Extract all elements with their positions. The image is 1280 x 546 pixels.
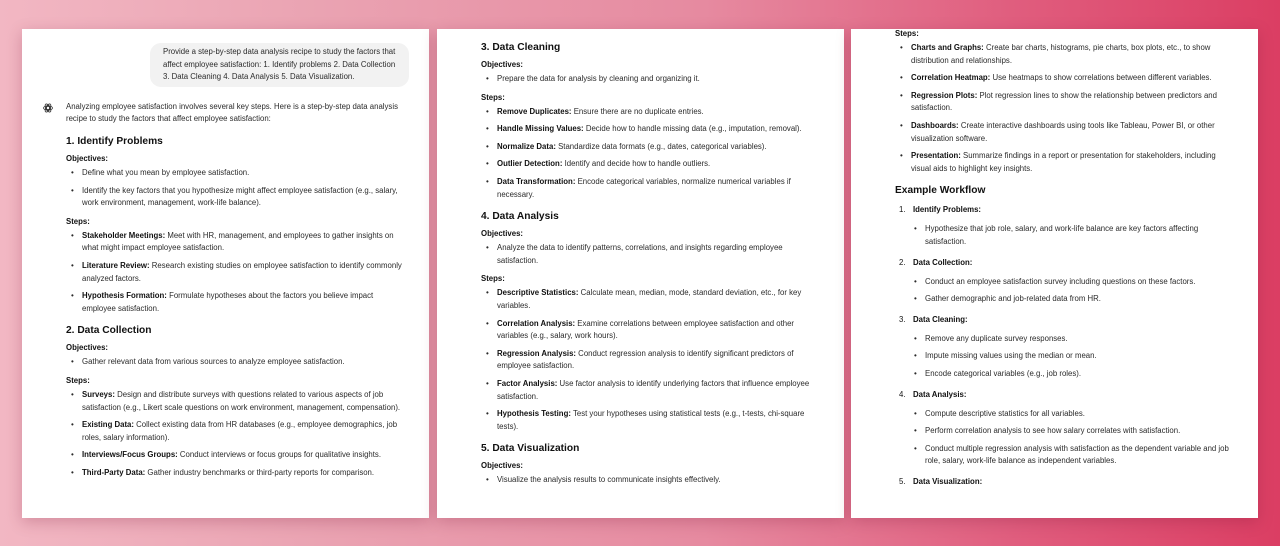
user-message-bubble <box>150 43 409 87</box>
assistant-response <box>66 101 407 480</box>
objectives-list <box>481 73 822 86</box>
list-item: • Regression Plots: Plot regression lines to show the relationship between predictors and satisfaction. <box>895 90 1236 115</box>
list-item: • Third-Party Data: Gather industry benchmarks or third-party reports for comparison. <box>66 467 407 480</box>
section-heading: 5. Data Visualization <box>481 443 580 455</box>
user-message-text: Provide a step-by-step data analysis recipe to study the factors that affect employee satisfaction: 1. Identify problems 2. Data Collection 3. Data Cleaning 4. Data Analysis 5. Data Visualization. <box>163 47 396 82</box>
list-item: • Encode categorical variables (e.g., job roles). <box>909 368 1236 381</box>
list-item: • Analyze the data to identify patterns, correlations, and insights regarding employee satisfaction. <box>481 242 822 267</box>
openai-logo-icon <box>42 102 54 114</box>
section-heading: Example Workflow <box>895 185 986 197</box>
objectives-label: Objectives: <box>481 229 524 239</box>
list-item: • Conduct an employee satisfaction survey including questions on these factors. <box>909 276 1236 289</box>
response-intro: Analyzing employee satisfaction involves several key steps. Here is a step-by-step data analysis recipe to study the factors that affect employee satisfaction: <box>66 101 398 124</box>
list-item: • Conduct multiple regression analysis with satisfaction as the dependent variable and job role, salary, work-life balance as independent variables. <box>909 443 1236 468</box>
workflow-step: 4. Data Analysis: • Compute descriptive statistics for all variables. • Perform correlation analysis to see how salary correlates with satisfaction. • Conduct multiple regression analysis with satisfaction as the dependent variable and job role, salary, work-life balance as independent variables. <box>895 390 1236 468</box>
steps-label: Steps: <box>66 216 90 226</box>
list-item: • Existing Data: Collect existing data from HR databases (e.g., employee demographics, job roles, salary information). <box>66 419 407 444</box>
list-item: • Handle Missing Values: Decide how to handle missing data (e.g., imputation, removal). <box>481 123 822 136</box>
list-item: • Charts and Graphs: Create bar charts, histograms, pie charts, box plots, etc., to show distribution and relationships. <box>895 42 1236 67</box>
objectives-list <box>66 167 407 210</box>
list-item: • Dashboards: Create interactive dashboards using tools like Tableau, Power BI, or other visualization software. <box>895 120 1236 145</box>
workflow-list <box>895 205 1236 486</box>
list-item: • Hypothesis Formation: Formulate hypotheses about the factors you believe impact employee satisfaction. <box>66 290 407 315</box>
steps-label: Steps: <box>895 29 919 38</box>
list-item: • Remove Duplicates: Ensure there are no duplicate entries. <box>481 106 822 119</box>
steps-label: Steps: <box>481 274 505 284</box>
chat-panel-2 <box>437 29 844 518</box>
objectives-label: Objectives: <box>481 60 524 69</box>
list-item: • Normalize Data: Standardize data formats (e.g., dates, categorical variables). <box>481 141 822 154</box>
section-heading: 4. Data Analysis <box>481 211 559 223</box>
steps-list <box>481 106 822 202</box>
objectives-list <box>481 474 822 487</box>
list-item: • Visualize the analysis results to communicate insights effectively. <box>481 474 822 487</box>
workflow-step: 2. Data Collection: • Conduct an employee satisfaction survey including questions on these factors. • Gather demographic and job-related data from HR. <box>895 258 1236 306</box>
steps-list <box>895 42 1236 175</box>
workflow-step: 5. Data Visualization: <box>899 476 983 486</box>
list-item: • Hypothesis Testing: Test your hypotheses using statistical tests (e.g., t-tests, chi-square tests). <box>481 408 822 433</box>
list-item: • Hypothesize that job role, salary, and work-life balance are key factors affecting satisfaction. <box>909 223 1236 248</box>
list-item: • Stakeholder Meetings: Meet with HR, management, and employees to gather insights on what might impact employee satisfaction. <box>66 230 407 255</box>
list-item: • Perform correlation analysis to see how salary correlates with satisfaction. <box>909 425 1236 438</box>
steps-label: Steps: <box>481 92 505 102</box>
list-item: • Correlation Analysis: Examine correlations between employee satisfaction and other variables (e.g., salary, work hours). <box>481 318 822 343</box>
section-heading: 3. Data Cleaning <box>481 42 561 53</box>
steps-list <box>66 230 407 316</box>
list-item: • Remove any duplicate survey responses. <box>909 333 1236 346</box>
list-item: • Define what you mean by employee satisfaction. <box>66 167 407 180</box>
list-item: • Identify the key factors that you hypothesize might affect employee satisfaction (e.g., salary, work environment, management, work-life balance). <box>66 185 407 210</box>
list-item: • Gather demographic and job-related data from HR. <box>909 293 1236 306</box>
list-item: • Literature Review: Research existing studies on employee satisfaction to identify commonly analyzed factors. <box>66 260 407 285</box>
list-item: • Data Transformation: Encode categorical variables, normalize numerical variables if necessary. <box>481 176 822 201</box>
section-heading: 1. Identify Problems <box>66 135 163 147</box>
chat-panel-3 <box>851 29 1258 518</box>
list-item: • Compute descriptive statistics for all variables. <box>909 408 1236 421</box>
list-item: • Gather relevant data from various sources to analyze employee satisfaction. <box>66 356 407 369</box>
list-item: • Correlation Heatmap: Use heatmaps to show correlations between different variables. <box>895 72 1236 85</box>
chat-panel-1 <box>22 29 429 518</box>
list-item: • Outlier Detection: Identify and decide how to handle outliers. <box>481 158 822 171</box>
objectives-label: Objectives: <box>66 153 109 163</box>
list-item: • Presentation: Summarize findings in a report or presentation for stakeholders, including visual aids to highlight key insights. <box>895 150 1236 175</box>
objectives-label: Objectives: <box>481 461 524 471</box>
list-item: • Interviews/Focus Groups: Conduct interviews or focus groups for qualitative insights. <box>66 449 407 462</box>
objectives-list <box>66 356 407 369</box>
list-item: • Impute missing values using the median or mean. <box>909 350 1236 363</box>
steps-label: Steps: <box>66 375 90 385</box>
steps-list <box>481 287 822 433</box>
list-item: • Factor Analysis: Use factor analysis to identify underlying factors that influence employee satisfaction. <box>481 378 822 403</box>
steps-list <box>66 389 407 480</box>
list-item: • Regression Analysis: Conduct regression analysis to identify significant predictors of employee satisfaction. <box>481 348 822 373</box>
list-item: • Descriptive Statistics: Calculate mean, median, mode, standard deviation, etc., for key variables. <box>481 287 822 312</box>
workflow-step: 1. Identify Problems: • Hypothesize that job role, salary, and work-life balance are key factors affecting satisfaction. <box>895 205 1236 248</box>
workflow-step: 3. Data Cleaning: • Remove any duplicate survey responses. • Impute missing values using the median or mean. • Encode categorical variables (e.g., job roles). <box>895 315 1236 381</box>
list-item: • Surveys: Design and distribute surveys with questions related to various aspects of job satisfaction (e.g., Likert scale questions on work environment, management, compensation). <box>66 389 407 414</box>
objectives-label: Objectives: <box>66 343 109 353</box>
objectives-list <box>481 242 822 267</box>
section-heading: 2. Data Collection <box>66 325 152 337</box>
list-item: • Prepare the data for analysis by cleaning and organizing it. <box>481 73 822 86</box>
